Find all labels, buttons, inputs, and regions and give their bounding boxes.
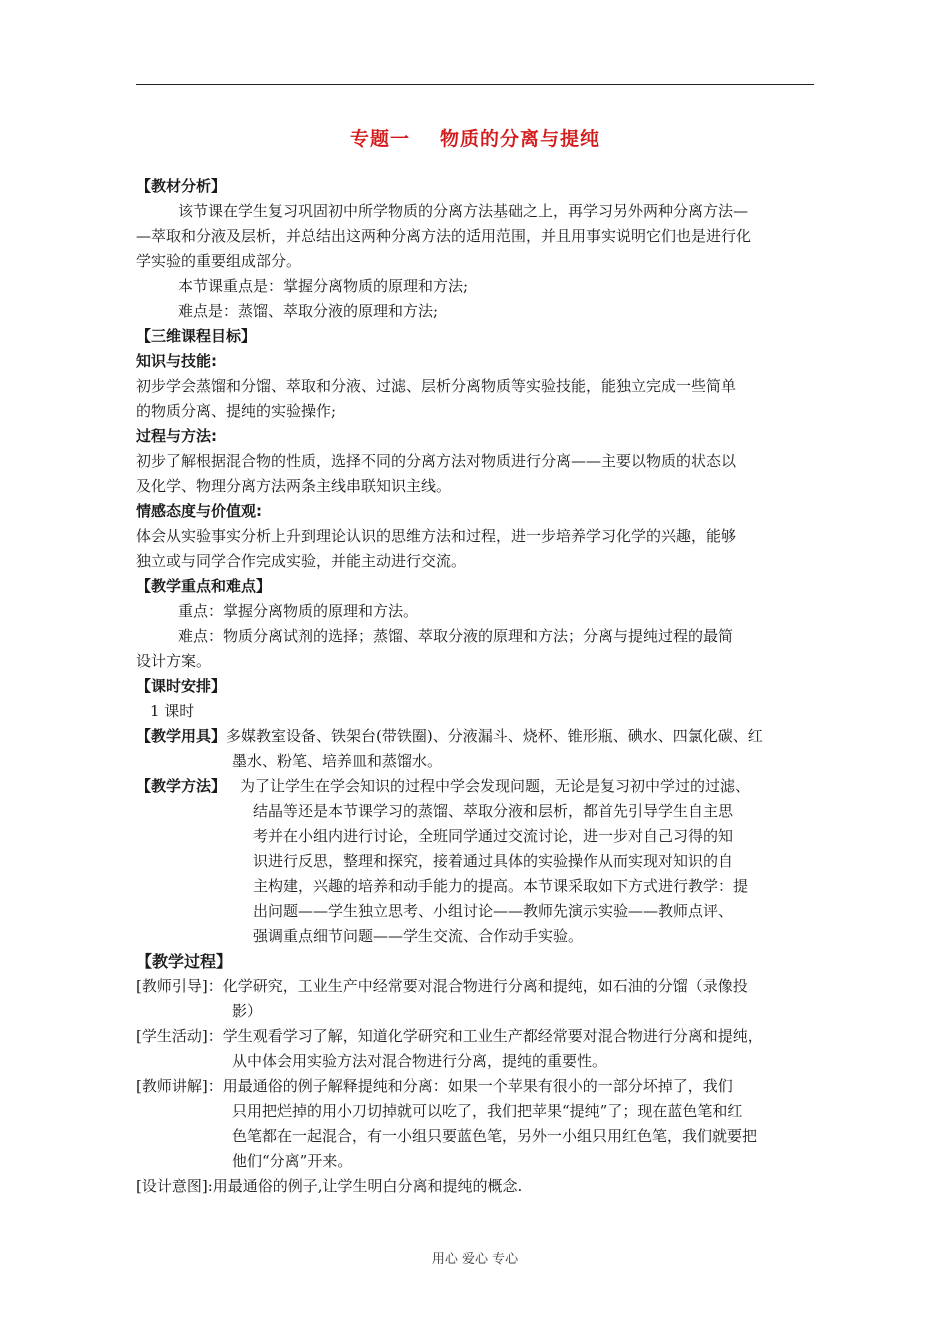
process-line [136,1174,522,1199]
paragraph-line: 体会从实验事实分析上升到理论认识的思维方法和过程，进一步培养学习化学的兴趣，能够 [136,527,737,545]
process-line [136,974,748,999]
paragraph-line: 的物质分离、提纯的实验操作; [136,402,337,420]
heading-teaching-process: 【教学过程】 [136,952,233,971]
schedule-text: 1 课时 [150,702,195,720]
paragraph-line: 该节课在学生复习巩固初中所学物质的分离方法基础之上，再学习另外两种分离方法— [178,202,749,220]
difficulty-line: 设计方案。 [136,652,212,670]
teaching-tools-line [136,724,763,749]
design-intent-label: [设计意图]: [136,1177,213,1195]
difficulty-line: 难点：物质分离试剂的选择；蒸馏、萃取分液的原理和方法；分离与提纯过程的最简 [178,627,734,645]
process-line [136,1024,763,1049]
subheading-knowledge: 知识与技能: [136,352,217,370]
heading-course-goals: 【三维课程目标】 [136,327,257,345]
paragraph-line: —萃取和分液及层析，并总结出这两种分离方法的适用范围，并且用事实说明它们也是进行化 [136,227,752,245]
process-line [136,1074,733,1099]
difficulty-line: 难点是：蒸馏、萃取分液的原理和方法; [178,302,439,320]
heading-key-difficult: 【教学重点和难点】 [136,577,272,595]
paragraph-line: 及化学、物理分离方法两条主线串联知识主线。 [136,477,452,495]
tools-text: 墨水、粉笔、培养皿和蒸馏水。 [232,752,443,770]
process-text: 只用把烂掉的用小刀切掉就可以吃了，我们把苹果“提纯”了；现在蓝色笔和红 [232,1102,743,1120]
page-title [0,124,950,151]
method-text: 主构建，兴趣的培养和动手能力的提高。本节课采取如下方式进行教学：提 [253,877,749,895]
process-text: 色笔都在一起混合，有一小组只要蓝色笔，另外一小组只用红色笔，我们就要把 [232,1127,758,1145]
key-point-line: 本节课重点是：掌握分离物质的原理和方法; [178,277,469,295]
heading-textbook-analysis: 【教材分析】 [136,177,227,195]
title-part-2: 物质的分离与提纯 [440,128,601,150]
method-text: 结晶等还是本节课学习的蒸馏、萃取分液和层析，都首先引导学生自主思 [253,802,734,820]
method-text: 为了让学生在学会知识的过程中学会发现问题，无论是复习初中学过的过滤、 [240,777,751,795]
teacher-explain-label: [教师讲解]： [136,1077,223,1095]
heading-teaching-tools: 【教学用具】 [136,727,227,745]
teaching-method-line [136,774,750,799]
subheading-process: 过程与方法: [136,427,217,445]
method-text: 出问题——学生独立思考、小组讨论——教师先演示实验——教师点评、 [253,902,734,920]
process-text: 从中体会用实验方法对混合物进行分离，提纯的重要性。 [232,1052,608,1070]
tools-text: 多媒教室设备、铁架台(带铁圈)、分液漏斗、烧杯、锥形瓶、碘水、四氯化碳、红 [226,727,763,745]
teacher-guide-label: [教师引导]： [136,977,223,995]
process-text: 用最通俗的例子解释提纯和分离：如果一个苹果有很小的一部分坏掉了，我们 [222,1077,733,1095]
paragraph-line: 初步了解根据混合物的性质，选择不同的分离方法对物质进行分离——主要以物质的状态以 [136,452,737,470]
paragraph-line: 学实验的重要组成部分。 [136,252,302,270]
method-text: 强调重点细节问题——学生交流、合作动手实验。 [253,927,584,945]
student-activity-label: [学生活动]： [136,1027,223,1045]
process-text: 化学研究，工业生产中经常要对混合物进行分离和提纯，如石油的分馏（录像投 [222,977,748,995]
key-point-line: 重点：掌握分离物质的原理和方法。 [178,602,419,620]
process-text: 学生观看学习了解，知道化学研究和工业生产都经常要对混合物进行分离和提纯， [222,1027,763,1045]
process-text: 用最通俗的例子,让学生明白分离和提纯的概念. [212,1177,523,1195]
page-footer: 用心 爱心 专心 [431,1252,519,1267]
paragraph-line: 独立或与同学合作完成实验，并能主动进行交流。 [136,552,467,570]
heading-schedule: 【课时安排】 [136,677,227,695]
paragraph-line: 初步学会蒸馏和分馏、萃取和分液、过滤、层析分离物质等实验技能，能独立完成一些简单 [136,377,737,395]
subheading-emotion: 情感态度与价值观: [136,502,262,520]
process-text: 影） [232,1002,263,1020]
header-rule [136,84,814,85]
method-text: 考并在小组内进行讨论，全班同学通过交流讨论，进一步对自己习得的知 [253,827,734,845]
method-text: 识进行反思，整理和探究，接着通过具体的实验操作从而实现对知识的自 [253,852,734,870]
title-part-1: 专题一 [349,128,410,150]
heading-teaching-method: 【教学方法】 [136,777,227,795]
process-text: 他们“分离”开来。 [232,1152,353,1170]
